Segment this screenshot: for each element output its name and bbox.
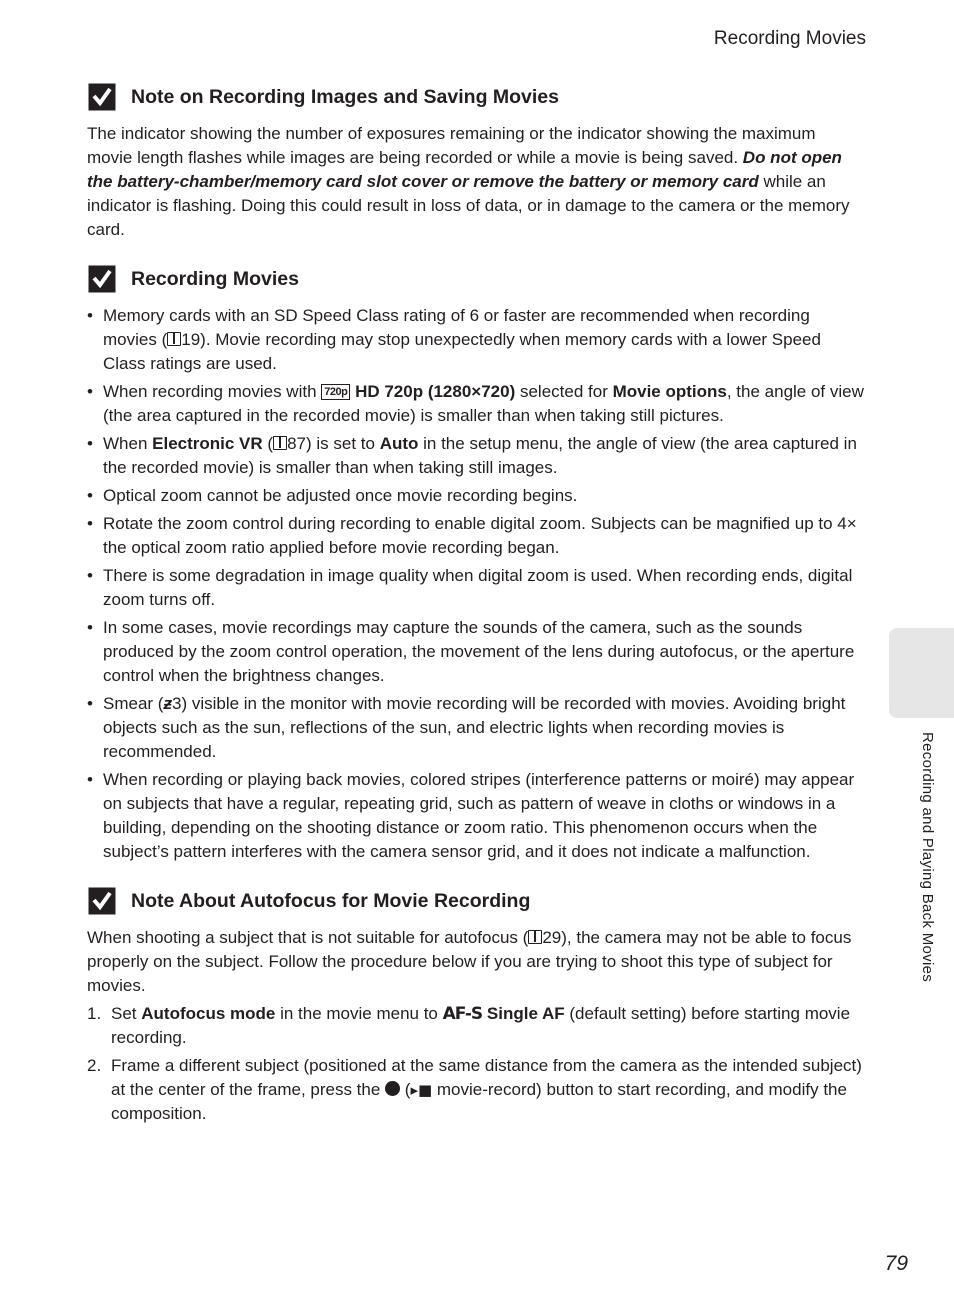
list-item: • Optical zoom cannot be adjusted once movie recording begins.	[87, 484, 865, 508]
numbered-list	[87, 1002, 865, 1126]
section-title: Recording Movies	[131, 267, 299, 290]
section-heading	[87, 886, 865, 916]
autofocus-note-section	[87, 886, 865, 1126]
note-recording-images-section	[87, 82, 865, 242]
paragraph: The indicator showing the number of exposures remaining or the indicator showing the maximum movie length flashes while images are being recorded or while a movie is being saved. Do not open the battery-chamber/memory card slot cover or remove the battery or memory card while an indicator is flashing. Doing this could result in loss of data, or in damage to the camera or the memory card.	[87, 124, 850, 239]
section-title: Note About Autofocus for Movie Recording	[131, 889, 531, 912]
list-item: • Smear (ƶ3) visible in the monitor with movie recording will be recorded with movies. Avoiding bright objects such as the sun, reflections of the sun, and electric lights when recording movies is recommended.	[87, 692, 865, 764]
book-reference-icon	[528, 930, 542, 944]
z-reference-icon: ƶ	[163, 694, 172, 713]
list-item: • There is some degradation in image quality when digital zoom is used. When recording ends, digital zoom turns off.	[87, 564, 865, 612]
page-content	[87, 82, 865, 1148]
list-item: • Rotate the zoom control during recording to enable digital zoom. Subjects can be magnified up to 4× the optical zoom ratio applied before movie recording began.	[87, 512, 865, 560]
af-s-icon: AF-S	[442, 1004, 483, 1024]
hd-720p-icon: 720p	[321, 384, 350, 400]
list-item: 1. Set Autofocus mode in the movie menu to AF-S Single AF (default setting) before starting movie recording.	[87, 1004, 851, 1047]
chapter-tab	[889, 628, 954, 718]
section-heading	[87, 82, 865, 112]
warning-text: Do not open the battery-chamber/memory card slot cover or remove the battery or memory card	[87, 148, 842, 191]
check-mark-icon	[87, 264, 117, 294]
movie-camera-icon: ▸■	[410, 1081, 433, 1099]
book-reference-icon	[167, 332, 181, 346]
recording-movies-section	[87, 264, 865, 864]
list-item: • When recording or playing back movies, colored stripes (interference patterns or moiré) may appear on subjects that have a regular, repeating grid, such as pattern of weave in cloths or windows in a building, depending on the shooting distance or zoom ratio. This phenomenon occurs when the subject’s pattern interferes with the camera sensor grid, and it does not indicate a malfunction.	[87, 768, 865, 864]
record-dot-icon	[385, 1081, 400, 1096]
list-item: • When Electronic VR ( 87) is set to Auto in the setup menu, the angle of view (the area captured in the recorded movie) is smaller than when taking still images.	[87, 432, 865, 480]
paragraph: When shooting a subject that is not suitable for autofocus ( 29), the camera may not be able to focus properly on the subject. Follow the procedure below if you are trying to shoot this type of subject for movies.	[87, 928, 852, 995]
book-reference-icon	[273, 436, 287, 450]
section-title: Note on Recording Images and Saving Movies	[131, 85, 560, 108]
chapter-label: Recording and Playing Back Movies	[919, 732, 936, 983]
list-item: 2. Frame a different subject (positioned at the same distance from the camera as the intended subject) at the center of the frame, press the (▸■ movie-record) button to start recording, and modify the composition.	[87, 1056, 862, 1123]
bullet-list	[87, 304, 865, 864]
list-item: • When recording movies with 720p HD 720p (1280×720) selected for Movie options, the angle of view (the area captured in the recorded movie) is smaller than when taking still pictures.	[87, 380, 865, 428]
list-item: • In some cases, movie recordings may capture the sounds of the camera, such as the sounds produced by the zoom control operation, the movement of the lens during autofocus, or the aperture control when the brightness changes.	[87, 616, 865, 688]
running-header: Recording Movies	[713, 28, 866, 49]
section-heading	[87, 264, 865, 294]
check-mark-icon	[87, 82, 117, 112]
list-item: • Memory cards with an SD Speed Class rating of 6 or faster are recommended when recording movies ( 19). Movie recording may stop unexpectedly when memory cards with a lower Speed Class ratings are used.	[87, 304, 865, 376]
page-number: 79	[884, 1252, 908, 1275]
check-mark-icon	[87, 886, 117, 916]
